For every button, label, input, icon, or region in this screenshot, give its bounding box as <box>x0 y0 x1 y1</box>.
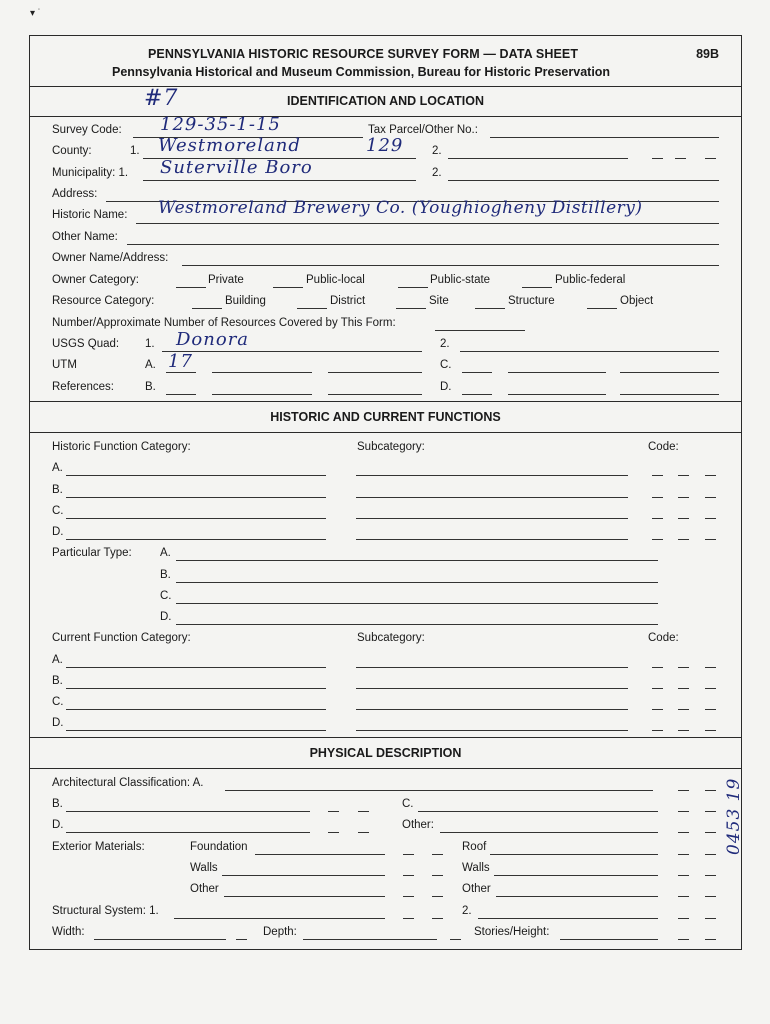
resource-structure-blank[interactable] <box>475 308 505 309</box>
utm-d-easting-field[interactable] <box>508 394 606 395</box>
historic-b-code-2[interactable] <box>678 497 689 498</box>
current-a-code-3[interactable] <box>705 667 716 668</box>
other-name-field[interactable] <box>127 244 719 245</box>
resource-district-label: District <box>330 295 366 307</box>
county-1-code: 129 <box>366 135 404 156</box>
county-2-code-1[interactable] <box>652 158 663 159</box>
historic-c-code-3[interactable] <box>705 518 716 519</box>
current-subcategory-label: Subcategory: <box>357 632 425 644</box>
stories-label: Stories/Height: <box>474 926 550 938</box>
historic-a-code-2[interactable] <box>678 475 689 476</box>
owner-public-federal-label: Public-federal <box>555 274 626 286</box>
resource-building-blank[interactable] <box>192 308 222 309</box>
historic-c-label: C. <box>52 505 64 517</box>
utm-a-zone-field[interactable] <box>166 372 196 373</box>
other-material-label: Other <box>190 883 219 895</box>
corner-mark: ▾ ˙ <box>30 8 42 19</box>
arch-class-other-field[interactable] <box>440 832 658 833</box>
utm-b-northing-field[interactable] <box>328 394 422 395</box>
section-functions-title: HISTORIC AND CURRENT FUNCTIONS <box>270 410 501 424</box>
utm-d-label: D. <box>440 381 452 393</box>
walls-code-2[interactable] <box>432 875 443 876</box>
utm-a-value: 17 <box>168 351 193 372</box>
address-label: Address: <box>52 188 98 200</box>
county-label: County: <box>52 145 92 157</box>
walls-2-label: Walls <box>462 862 490 874</box>
foundation-label: Foundation <box>190 841 248 853</box>
owner-public-state-label: Public-state <box>430 274 491 286</box>
section-physical <box>30 738 741 769</box>
historic-a-code-1[interactable] <box>652 475 663 476</box>
historic-name-field[interactable] <box>136 223 719 224</box>
arch-class-b-code-1[interactable] <box>328 811 339 812</box>
roof-label: Roof <box>462 841 487 853</box>
arch-class-a-field[interactable] <box>225 790 653 791</box>
historic-b-label: B. <box>52 484 63 496</box>
usgs-quad-1-value: Donora <box>176 329 250 350</box>
other-material-2-field[interactable] <box>496 896 658 897</box>
county-2-code-2[interactable] <box>675 158 686 159</box>
particular-d-field[interactable] <box>176 624 658 625</box>
section-identification <box>30 86 741 117</box>
tax-parcel-field[interactable] <box>490 137 719 138</box>
owner-name-label: Owner Name/Address: <box>52 252 169 264</box>
historic-d-field[interactable] <box>66 539 326 540</box>
historic-b-code-1[interactable] <box>652 497 663 498</box>
structural-system-label: Structural System: 1. <box>52 905 159 917</box>
other-material-2-code-2[interactable] <box>705 896 716 897</box>
other-material-2-code-1[interactable] <box>678 896 689 897</box>
current-c-code-2[interactable] <box>678 709 689 710</box>
stories-code-1[interactable] <box>678 939 689 940</box>
arch-class-d-code-2[interactable] <box>358 832 369 833</box>
particular-a-field[interactable] <box>176 560 658 561</box>
arch-class-d-code-1[interactable] <box>328 832 339 833</box>
utm-d-zone-field[interactable] <box>462 394 492 395</box>
number-resources-label: Number/Approximate Number of Resources Covered by This Form: <box>52 317 396 329</box>
current-c-code-3[interactable] <box>705 709 716 710</box>
stories-code-2[interactable] <box>705 939 716 940</box>
other-material-field[interactable] <box>224 896 385 897</box>
particular-type-label: Particular Type: <box>52 547 132 559</box>
historic-name-label: Historic Name: <box>52 209 128 221</box>
arch-class-c-code-2[interactable] <box>705 811 716 812</box>
depth-label: Depth: <box>263 926 297 938</box>
municipality-2-field[interactable] <box>448 180 719 181</box>
width-code[interactable] <box>236 939 247 940</box>
municipality-label: Municipality: 1. <box>52 167 129 179</box>
historic-d-subfield[interactable] <box>356 539 628 540</box>
survey-code-value: 129-35-1-15 <box>160 114 281 135</box>
margin-handwritten-number: 0453 19 <box>724 777 744 855</box>
structural-2-field[interactable] <box>478 918 658 919</box>
utm-b-easting-field[interactable] <box>212 394 312 395</box>
current-a-code-1[interactable] <box>652 667 663 668</box>
particular-b-field[interactable] <box>176 582 658 583</box>
width-field[interactable] <box>94 939 226 940</box>
historic-code-label: Code: <box>648 441 679 453</box>
utm-a-northing-field[interactable] <box>328 372 422 373</box>
resource-site-label: Site <box>429 295 449 307</box>
historic-d-code-2[interactable] <box>678 539 689 540</box>
resource-district-blank[interactable] <box>297 308 327 309</box>
current-d-code-1[interactable] <box>652 730 663 731</box>
historic-category-label: Historic Function Category: <box>52 441 191 453</box>
arch-class-other-label: Other: <box>402 819 434 831</box>
owner-category-label: Owner Category: <box>52 274 139 286</box>
current-b-field[interactable] <box>66 688 326 689</box>
resource-object-blank[interactable] <box>587 308 617 309</box>
exterior-materials-label: Exterior Materials: <box>52 841 145 853</box>
foundation-code-1[interactable] <box>403 854 414 855</box>
other-material-code-2[interactable] <box>432 896 443 897</box>
municipality-1-value: Suterville Boro <box>160 157 313 178</box>
arch-class-b-field[interactable] <box>66 811 310 812</box>
current-code-label: Code: <box>648 632 679 644</box>
arch-class-d-label: D. <box>52 819 64 831</box>
walls-code-1[interactable] <box>403 875 414 876</box>
historic-c-code-2[interactable] <box>678 518 689 519</box>
other-name-label: Other Name: <box>52 231 118 243</box>
structural-1-code-1[interactable] <box>403 918 414 919</box>
utm-c-zone-field[interactable] <box>462 372 492 373</box>
arch-class-label: Architectural Classification: A. <box>52 777 204 789</box>
walls-2-code-2[interactable] <box>705 875 716 876</box>
walls-label: Walls <box>190 862 218 874</box>
stories-field[interactable] <box>560 939 658 940</box>
utm-a-label: A. <box>145 359 156 371</box>
utm-c-label: C. <box>440 359 452 371</box>
section-physical-title: PHYSICAL DESCRIPTION <box>309 746 462 760</box>
historic-b-field[interactable] <box>66 497 326 498</box>
usgs-quad-1-field[interactable] <box>162 351 422 352</box>
historic-d-code-1[interactable] <box>652 539 663 540</box>
municipality-2-number: 2. <box>432 167 442 179</box>
current-c-label: C. <box>52 696 64 708</box>
arch-class-b-label: B. <box>52 798 63 810</box>
municipality-1-field[interactable] <box>143 180 416 181</box>
county-2-number: 2. <box>432 145 442 157</box>
current-b-code-2[interactable] <box>678 688 689 689</box>
resource-structure-label: Structure <box>508 295 555 307</box>
form-number: 89B <box>696 47 719 61</box>
depth-code[interactable] <box>450 939 461 940</box>
structural-2-code-2[interactable] <box>705 918 716 919</box>
current-c-field[interactable] <box>66 709 326 710</box>
roof-field[interactable] <box>490 854 658 855</box>
owner-private-blank[interactable] <box>176 287 206 288</box>
particular-a-label: A. <box>160 547 171 559</box>
structural-1-code-2[interactable] <box>432 918 443 919</box>
foundation-field[interactable] <box>255 854 385 855</box>
current-category-label: Current Function Category: <box>52 632 191 644</box>
form-frame <box>29 35 742 950</box>
arch-class-a-code-2[interactable] <box>705 790 716 791</box>
owner-public-federal-blank[interactable] <box>522 287 552 288</box>
utm-label: UTM <box>52 359 77 371</box>
section-identification-title: IDENTIFICATION AND LOCATION <box>287 94 484 108</box>
owner-name-field[interactable] <box>182 265 719 266</box>
walls-2-field[interactable] <box>494 875 658 876</box>
particular-c-label: C. <box>160 590 172 602</box>
current-b-label: B. <box>52 675 63 687</box>
current-d-code-2[interactable] <box>678 730 689 731</box>
current-d-code-3[interactable] <box>705 730 716 731</box>
utm-b-zone-field[interactable] <box>166 394 196 395</box>
particular-b-label: B. <box>160 569 171 581</box>
utm-a-easting-field[interactable] <box>212 372 312 373</box>
current-a-code-2[interactable] <box>678 667 689 668</box>
utm-c-easting-field[interactable] <box>508 372 606 373</box>
resource-building-label: Building <box>225 295 266 307</box>
walls-2-code-1[interactable] <box>678 875 689 876</box>
number-resources-field[interactable] <box>435 330 525 331</box>
owner-private-label: Private <box>208 274 244 286</box>
historic-d-label: D. <box>52 526 64 538</box>
width-label: Width: <box>52 926 85 938</box>
county-1-number: 1. <box>130 145 140 157</box>
form-title: PENNSYLVANIA HISTORIC RESOURCE SURVEY FORM — DATA SHEET <box>148 47 579 61</box>
current-d-label: D. <box>52 717 64 729</box>
current-b-code-1[interactable] <box>652 688 663 689</box>
current-d-field[interactable] <box>66 730 326 731</box>
current-c-code-1[interactable] <box>652 709 663 710</box>
arch-class-b-code-2[interactable] <box>358 811 369 812</box>
tax-parcel-label: Tax Parcel/Other No.: <box>368 124 478 136</box>
historic-a-label: A. <box>52 462 63 474</box>
historic-a-field[interactable] <box>66 475 326 476</box>
owner-public-local-label: Public-local <box>306 274 365 286</box>
usgs-quad-2-number: 2. <box>440 338 450 350</box>
current-a-field[interactable] <box>66 667 326 668</box>
structural-2-code-1[interactable] <box>678 918 689 919</box>
other-material-2-label: Other <box>462 883 491 895</box>
current-a-subfield[interactable] <box>356 667 628 668</box>
arch-class-c-field[interactable] <box>418 811 658 812</box>
particular-d-label: D. <box>160 611 172 623</box>
historic-a-subfield[interactable] <box>356 475 628 476</box>
usgs-quad-2-field[interactable] <box>460 351 719 352</box>
handwritten-id: #7 <box>144 86 179 111</box>
current-a-label: A. <box>52 654 63 666</box>
section-functions <box>30 402 741 433</box>
references-label: References: <box>52 381 115 393</box>
owner-public-state-blank[interactable] <box>398 287 428 288</box>
utm-d-northing-field[interactable] <box>620 394 719 395</box>
current-d-subfield[interactable] <box>356 730 628 731</box>
foundation-code-2[interactable] <box>432 854 443 855</box>
current-c-subfield[interactable] <box>356 709 628 710</box>
utm-c-northing-field[interactable] <box>620 372 719 373</box>
current-b-subfield[interactable] <box>356 688 628 689</box>
walls-field[interactable] <box>222 875 385 876</box>
current-b-code-3[interactable] <box>705 688 716 689</box>
county-1-value: Westmoreland <box>158 135 301 156</box>
arch-class-a-code-1[interactable] <box>678 790 689 791</box>
historic-subcategory-label: Subcategory: <box>357 441 425 453</box>
particular-c-field[interactable] <box>176 603 658 604</box>
historic-b-subfield[interactable] <box>356 497 628 498</box>
historic-c-field[interactable] <box>66 518 326 519</box>
form-header <box>30 36 741 87</box>
historic-c-subfield[interactable] <box>356 518 628 519</box>
resource-site-blank[interactable] <box>396 308 426 309</box>
county-2-code-3[interactable] <box>705 158 716 159</box>
structural-2-label: 2. <box>462 905 472 917</box>
resource-object-label: Object <box>620 295 654 307</box>
other-material-code-1[interactable] <box>403 896 414 897</box>
arch-class-c-label: C. <box>402 798 414 810</box>
usgs-quad-1-number: 1. <box>145 338 155 350</box>
county-2-field[interactable] <box>448 158 628 159</box>
historic-a-code-3[interactable] <box>705 475 716 476</box>
resource-category-label: Resource Category: <box>52 295 155 307</box>
roof-code-1[interactable] <box>678 854 689 855</box>
historic-b-code-3[interactable] <box>705 497 716 498</box>
historic-name-value: Westmoreland Brewery Co. (Youghiogheny Distillery) <box>158 198 643 218</box>
arch-class-c-code-1[interactable] <box>678 811 689 812</box>
structural-1-field[interactable] <box>174 918 385 919</box>
historic-c-code-1[interactable] <box>652 518 663 519</box>
historic-d-code-3[interactable] <box>705 539 716 540</box>
owner-public-local-blank[interactable] <box>273 287 303 288</box>
arch-class-other-code-1[interactable] <box>678 832 689 833</box>
arch-class-d-field[interactable] <box>66 832 310 833</box>
utm-b-label: B. <box>145 381 156 393</box>
arch-class-other-code-2[interactable] <box>705 832 716 833</box>
form-subtitle: Pennsylvania Historical and Museum Commission, Bureau for Historic Preservation <box>112 65 611 79</box>
roof-code-2[interactable] <box>705 854 716 855</box>
survey-code-label: Survey Code: <box>52 124 122 136</box>
depth-field[interactable] <box>303 939 437 940</box>
usgs-quad-label: USGS Quad: <box>52 338 120 350</box>
